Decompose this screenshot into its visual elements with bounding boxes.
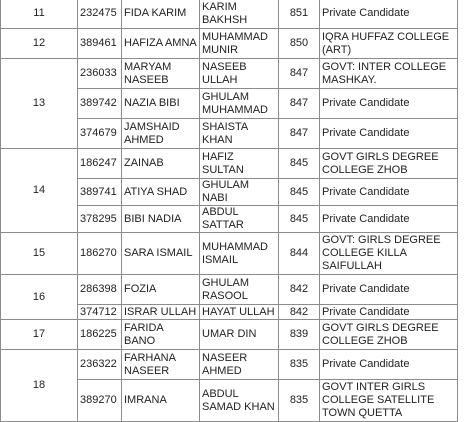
position-cell: 18 xyxy=(1,350,78,422)
table-row xyxy=(1,350,458,380)
father-name-cell: GHULAM NABI xyxy=(200,179,279,206)
father-name-cell: MUHAMMAD ISMAIL xyxy=(200,233,279,275)
candidate-name-cell: IMRANA xyxy=(122,380,200,422)
institute-cell: GOVT GIRLS DEGREE COLLEGE ZHOB xyxy=(320,149,458,179)
father-name-cell: KARIM BAKHSH xyxy=(200,0,279,29)
candidate-name-cell: FIDA KARIM xyxy=(122,0,200,29)
roll-number-cell: 389461 xyxy=(78,29,122,59)
father-name-cell: MUHAMMAD MUNIR xyxy=(200,29,279,59)
roll-number-cell: 186270 xyxy=(78,233,122,275)
institute-cell: GOVT: INTER COLLEGE MASHKAY. xyxy=(320,59,458,89)
position-cell: 17 xyxy=(1,320,78,350)
institute-cell: GOVT: GIRLS DEGREE COLLEGE KILLA SAIFULLAH xyxy=(320,233,458,275)
roll-number-cell: 286398 xyxy=(78,275,122,305)
roll-number-cell: 236033 xyxy=(78,59,122,89)
table-row xyxy=(1,320,458,350)
marks-cell: 847 xyxy=(279,89,320,119)
institute-cell: Private Candidate xyxy=(320,206,458,233)
roll-number-cell: 378295 xyxy=(78,206,122,233)
roll-number-cell: 232475 xyxy=(78,0,122,29)
father-name-cell: ABDUL SAMAD KHAN xyxy=(200,380,279,422)
marks-cell: 845 xyxy=(279,179,320,206)
position-cell: 16 xyxy=(1,275,78,320)
candidate-name-cell: MARYAM NASEEB xyxy=(122,59,200,89)
results-body xyxy=(1,0,458,422)
marks-cell: 844 xyxy=(279,233,320,275)
table-row xyxy=(1,0,458,29)
roll-number-cell: 186225 xyxy=(78,320,122,350)
position-cell: 15 xyxy=(1,233,78,275)
institute-cell: Private Candidate xyxy=(320,275,458,305)
father-name-cell: ABDUL SATTAR xyxy=(200,206,279,233)
institute-cell: Private Candidate xyxy=(320,119,458,149)
father-name-cell: HAYAT ULLAH xyxy=(200,305,279,320)
candidate-name-cell: JAMSHAID AHMED xyxy=(122,119,200,149)
roll-number-cell: 389741 xyxy=(78,179,122,206)
marks-cell: 842 xyxy=(279,275,320,305)
position-cell: 14 xyxy=(1,149,78,233)
candidate-name-cell: ISRAR ULLAH xyxy=(122,305,200,320)
table-row xyxy=(1,149,458,179)
roll-number-cell: 374712 xyxy=(78,305,122,320)
father-name-cell: NASEEB ULLAH xyxy=(200,59,279,89)
roll-number-cell: 374679 xyxy=(78,119,122,149)
father-name-cell: GHULAM MUHAMMAD xyxy=(200,89,279,119)
marks-cell: 851 xyxy=(279,0,320,29)
institute-cell: Private Candidate xyxy=(320,350,458,380)
marks-cell: 845 xyxy=(279,206,320,233)
candidate-name-cell: HAFIZA AMNA xyxy=(122,29,200,59)
candidate-name-cell: ATIYA SHAD xyxy=(122,179,200,206)
institute-cell: IQRA HUFFAZ COLLEGE (ART) xyxy=(320,29,458,59)
marks-cell: 835 xyxy=(279,380,320,422)
marks-cell: 845 xyxy=(279,149,320,179)
marks-cell: 850 xyxy=(279,29,320,59)
marks-cell: 847 xyxy=(279,119,320,149)
candidate-name-cell: ZAINAB xyxy=(122,149,200,179)
roll-number-cell: 236322 xyxy=(78,350,122,380)
table-row xyxy=(1,275,458,305)
candidate-name-cell: SARA ISMAIL xyxy=(122,233,200,275)
institute-cell: Private Candidate xyxy=(320,0,458,29)
position-cell: 12 xyxy=(1,29,78,59)
table-row xyxy=(1,29,458,59)
position-cell: 11 xyxy=(1,0,78,29)
institute-cell: Private Candidate xyxy=(320,305,458,320)
father-name-cell: GHULAM RASOOL xyxy=(200,275,279,305)
candidate-name-cell: NAZIA BIBI xyxy=(122,89,200,119)
candidate-name-cell: BIBI NADIA xyxy=(122,206,200,233)
table-row xyxy=(1,233,458,275)
institute-cell: Private Candidate xyxy=(320,89,458,119)
marks-cell: 835 xyxy=(279,350,320,380)
marks-cell: 842 xyxy=(279,305,320,320)
marks-cell: 839 xyxy=(279,320,320,350)
roll-number-cell: 389742 xyxy=(78,89,122,119)
roll-number-cell: 389270 xyxy=(78,380,122,422)
institute-cell: GOVT INTER GIRLS COLLEGE SATELLITE TOWN QUETTA xyxy=(320,380,458,422)
institute-cell: Private Candidate xyxy=(320,179,458,206)
candidate-name-cell: FARIDA BANO xyxy=(122,320,200,350)
roll-number-cell: 186247 xyxy=(78,149,122,179)
candidate-name-cell: FOZIA xyxy=(122,275,200,305)
marks-cell: 847 xyxy=(279,59,320,89)
father-name-cell: NASEER AHMED xyxy=(200,350,279,380)
father-name-cell: SHAISTA KHAN xyxy=(200,119,279,149)
institute-cell: GOVT GIRLS DEGREE COLLEGE ZHOB xyxy=(320,320,458,350)
candidate-name-cell: FARHANA NASEER xyxy=(122,350,200,380)
father-name-cell: HAFIZ SULTAN xyxy=(200,149,279,179)
position-cell: 13 xyxy=(1,59,78,149)
table-row xyxy=(1,59,458,89)
father-name-cell: UMAR DIN xyxy=(200,320,279,350)
